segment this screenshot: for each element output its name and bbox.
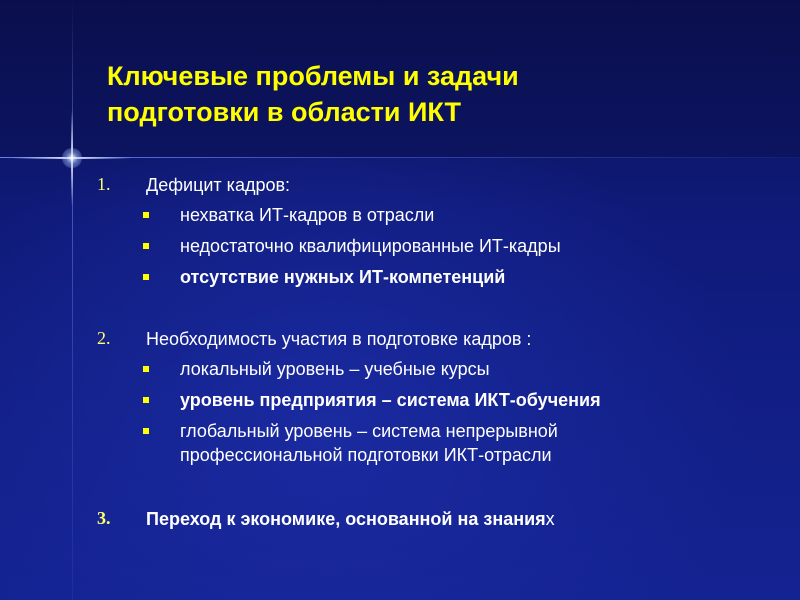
title-line-2: подготовки в области ИКТ [107, 97, 462, 127]
section-1-number: 1. [97, 174, 111, 194]
section-2-number: 2. [97, 328, 111, 348]
list-item-continuation: профессиональной подготовки ИКТ-отрасли [180, 445, 552, 465]
list-item: недостаточно квалифицированные ИТ-кадры [180, 236, 561, 256]
section-3-heading-bold: Переход к экономике, основанной на знания [146, 509, 546, 529]
list-item: глобальный уровень – система непрерывной [180, 421, 558, 441]
bullet-icon [143, 428, 149, 434]
list-item: локальный уровень – учебные курсы [180, 359, 490, 379]
section-3-heading [146, 508, 555, 530]
bullet-icon [143, 212, 149, 218]
bullet-icon [143, 243, 149, 249]
bullet-icon [143, 366, 149, 372]
list-item: отсутствие нужных ИТ-компетенций [180, 267, 506, 287]
list-item: нехватка ИТ-кадров в отрасли [180, 205, 435, 225]
section-1-heading: Дефицит кадров: [146, 175, 291, 195]
bullet-icon [143, 274, 149, 280]
bullet-icon [143, 397, 149, 403]
list-item: уровень предприятия – система ИКТ-обучения [180, 390, 601, 410]
section-2-heading: Необходимость участия в подготовке кадров : [146, 329, 532, 349]
section-3-number: 3. [97, 508, 111, 528]
section-3-heading-tail: х [545, 509, 555, 529]
title-line-1: Ключевые проблемы и задачи [107, 61, 519, 91]
